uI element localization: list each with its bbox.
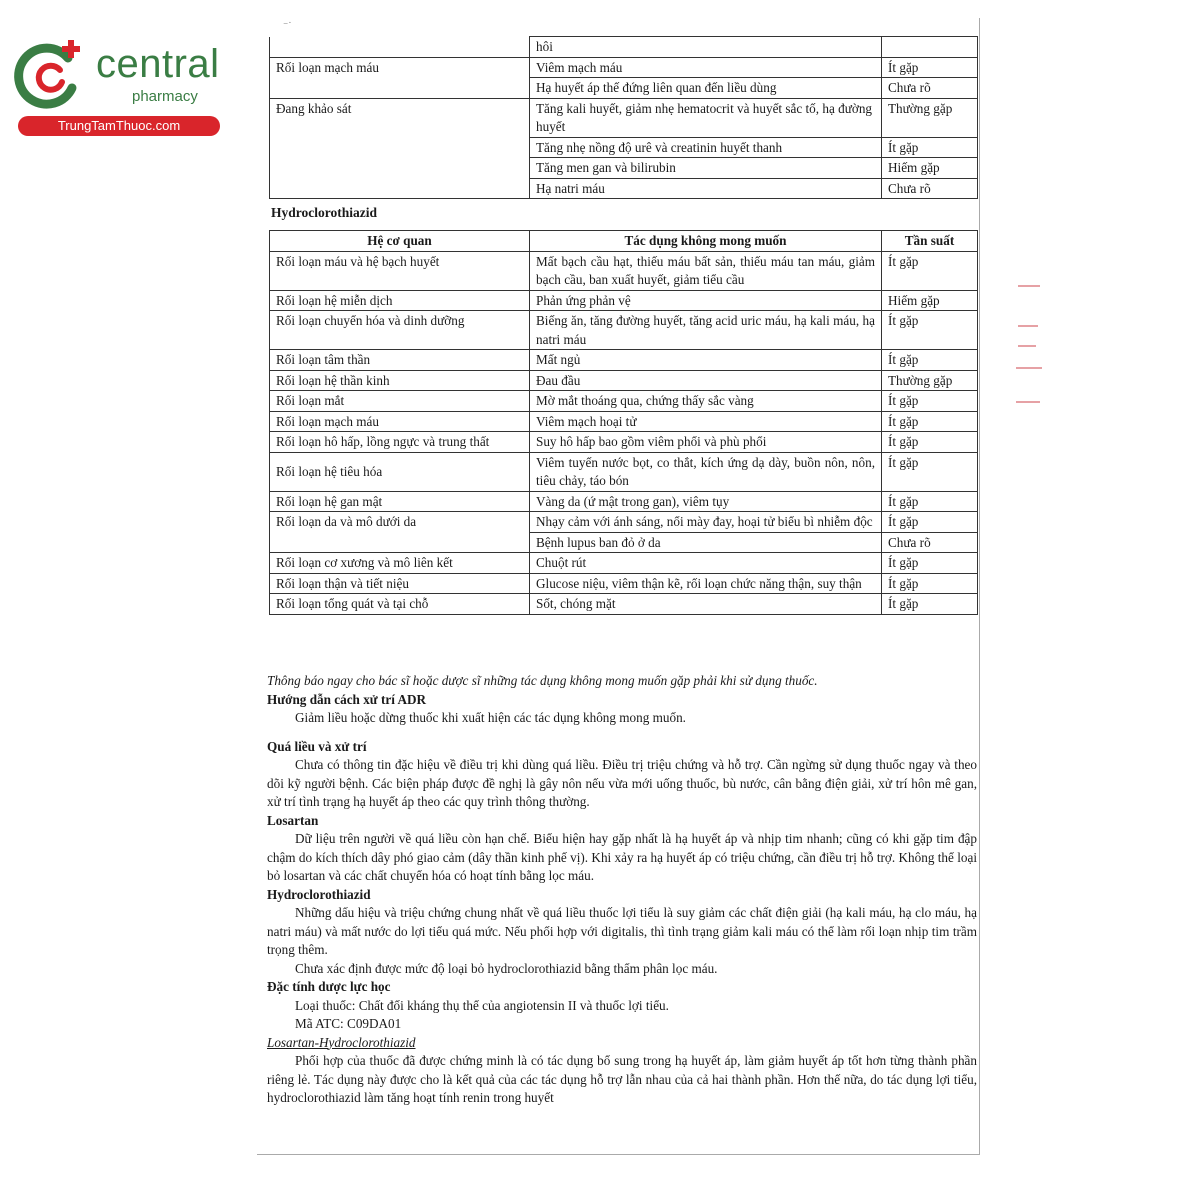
paragraph-overdose: Chưa có thông tin đặc hiệu về điều trị khi dùng quá liều. Điều trị triệu chứng và hỗ trợ. Cần ngừng sử dụng thuốc ngay và theo dõi kỹ người bệnh. Các biện pháp được đề nghị là gây nôn nếu vừa mới uống thuốc, bù nước, cân bằng điện giải, xử trí hôn mê gan, xử trí tình trạng hạ huyết áp theo các quy trình thông thường. xyxy=(267,757,977,809)
adr-table-losartan-continued xyxy=(269,36,978,199)
heading-adr-management: Hướng dẫn cách xử trí ADR xyxy=(267,691,427,707)
column-header-effect: Tác dụng không mong muốn xyxy=(530,231,882,252)
logo-sub-text: pharmacy xyxy=(132,88,198,105)
effect-cell: Mất bạch cầu hạt, thiếu máu bất sản, thiếu máu tan máu, giảm bạch cầu, ban xuất huyết, giảm tiểu cầu xyxy=(530,251,882,290)
table-row xyxy=(270,594,978,615)
effect-cell: Viêm mạch hoại tử xyxy=(530,411,882,432)
brand-logo xyxy=(10,36,220,136)
paragraph-combination: Phối hợp của thuốc đã được chứng minh là có tác dụng bổ sung trong hạ huyết áp, làm giảm huyết áp tốt hơn từng thành phần riêng lẻ. Tác dụng này được cho là kết quả của các tác dụng hỗ trợ lẫn nhau của cả hai thành phần. Hơn thế nữa, do tác dụng lợi tiểu, hydroclorothiazid làm tăng hoạt tính renin trong huyết xyxy=(267,1053,977,1105)
table-row xyxy=(270,350,978,371)
frequency-cell: Thường gặp xyxy=(882,370,978,391)
paragraph-hydro-overdose-2: Chưa xác định được mức độ loại bỏ hydroclorothiazid bằng thẩm phân lọc máu. xyxy=(295,960,718,976)
organ-cell xyxy=(270,37,530,58)
organ-cell: Rối loạn cơ xương và mô liên kết xyxy=(270,553,530,574)
frequency-cell: Ít gặp xyxy=(882,251,978,290)
effect-cell: Phản ứng phản vệ xyxy=(530,290,882,311)
column-header-frequency: Tần suất xyxy=(882,231,978,252)
effect-cell: Tăng kali huyết, giảm nhẹ hematocrit và huyết sắc tố, hạ đường huyết xyxy=(530,98,882,137)
paragraph-hydro-overdose-1: Những dấu hiệu và triệu chứng chung nhất về quá liều thuốc lợi tiểu là suy giảm các chất điện giải (hạ kali máu, hạ clo máu, hạ natri máu) và mất nước do lợi tiểu quá mức. Nếu phối hợp với digitalis, thì tình trạng giảm kali máu có thể làm rối loạn nhịp tim trầm trọng thêm. xyxy=(267,905,977,957)
organ-cell: Rối loạn hệ gan mật xyxy=(270,491,530,512)
effect-cell: Bệnh lupus ban đỏ ở da xyxy=(530,532,882,553)
table-row xyxy=(270,411,978,432)
table-row xyxy=(270,573,978,594)
frequency-cell: Chưa rõ xyxy=(882,532,978,553)
effect-cell: Viêm mạch máu xyxy=(530,57,882,78)
organ-cell: Rối loạn hệ miễn dịch xyxy=(270,290,530,311)
frequency-cell: Ít gặp xyxy=(882,311,978,350)
table-row xyxy=(270,290,978,311)
adr-table-hydroclorothiazid xyxy=(269,230,978,615)
effect-cell: Tăng men gan và bilirubin xyxy=(530,158,882,179)
effect-cell: Biếng ăn, tăng đường huyết, tăng acid uric máu, hạ kali máu, hạ natri máu xyxy=(530,311,882,350)
table-row xyxy=(270,553,978,574)
organ-cell: Rối loạn tổng quát và tại chỗ xyxy=(270,594,530,615)
table-row xyxy=(270,452,978,491)
central-pharmacy-logo-icon xyxy=(10,36,90,116)
frequency-cell xyxy=(882,37,978,58)
frequency-cell: Hiếm gặp xyxy=(882,290,978,311)
table-row xyxy=(270,98,978,137)
scan-corner-mark: ⁻˙ xyxy=(283,21,292,32)
effect-cell: Viêm tuyến nước bọt, co thắt, kích ứng dạ dày, buồn nôn, nôn, tiêu chảy, táo bón xyxy=(530,452,882,491)
effect-cell: Nhạy cảm với ánh sáng, nổi mày đay, hoại tử biểu bì nhiễm độc xyxy=(530,512,882,533)
frequency-cell: Chưa rõ xyxy=(882,178,978,199)
paragraph-atc-code: Mã ATC: C09DA01 xyxy=(295,1016,402,1031)
effect-cell: Mất ngủ xyxy=(530,350,882,371)
section-heading-hydroclorothiazid: Hydroclorothiazid xyxy=(271,205,378,220)
frequency-cell: Ít gặp xyxy=(882,491,978,512)
organ-cell: Rối loạn mắt xyxy=(270,391,530,412)
frequency-cell: Ít gặp xyxy=(882,594,978,615)
effect-cell: hôi xyxy=(530,37,882,58)
organ-cell: Rối loạn hệ thần kinh xyxy=(270,370,530,391)
paragraph-drug-class: Loại thuốc: Chất đối kháng thụ thể của angiotensin II và thuốc lợi tiểu. xyxy=(295,997,669,1013)
effect-cell: Tăng nhẹ nồng độ urê và creatinin huyết thanh xyxy=(530,137,882,158)
effect-cell: Suy hô hấp bao gồm viêm phổi và phù phổi xyxy=(530,432,882,453)
table-row xyxy=(270,311,978,350)
effect-cell: Đau đầu xyxy=(530,370,882,391)
frequency-cell: Ít gặp xyxy=(882,512,978,533)
effect-cell: Chuột rút xyxy=(530,553,882,574)
organ-cell: Rối loạn thận và tiết niệu xyxy=(270,573,530,594)
organ-cell: Rối loạn da và mô dưới da xyxy=(270,512,530,553)
table-row xyxy=(270,391,978,412)
frequency-cell: Ít gặp xyxy=(882,391,978,412)
frequency-cell: Ít gặp xyxy=(882,57,978,78)
effect-cell: Hạ huyết áp thế đứng liên quan đến liều dùng xyxy=(530,78,882,99)
red-stamp-fragment xyxy=(1010,280,1050,420)
frequency-cell: Ít gặp xyxy=(882,573,978,594)
table-row xyxy=(270,37,978,58)
logo-url-badge: TrungTamThuoc.com xyxy=(18,116,220,136)
effect-cell: Hạ natri máu xyxy=(530,178,882,199)
effect-cell: Glucose niệu, viêm thận kẽ, rối loạn chức năng thận, suy thận xyxy=(530,573,882,594)
document-body xyxy=(267,672,977,1108)
frequency-cell: Ít gặp xyxy=(882,350,978,371)
frequency-cell: Ít gặp xyxy=(882,411,978,432)
effect-cell: Mờ mắt thoáng qua, chứng thấy sắc vàng xyxy=(530,391,882,412)
frequency-cell: Ít gặp xyxy=(882,452,978,491)
table-row xyxy=(270,57,978,78)
heading-hydroclorothiazid: Hydroclorothiazid xyxy=(267,886,371,902)
logo-brand-text: central xyxy=(96,42,220,86)
frequency-cell: Thường gặp xyxy=(882,98,978,137)
heading-losartan: Losartan xyxy=(267,812,319,828)
table-row xyxy=(270,370,978,391)
table-row xyxy=(270,251,978,290)
organ-cell: Rối loạn tâm thần xyxy=(270,350,530,371)
document-page xyxy=(257,18,980,1155)
organ-cell: Rối loạn chuyển hóa và dinh dưỡng xyxy=(270,311,530,350)
effect-cell: Vàng da (ứ mật trong gan), viêm tụy xyxy=(530,491,882,512)
organ-cell: Rối loạn hô hấp, lồng ngực và trung thất xyxy=(270,432,530,453)
paragraph-adr-management: Giảm liều hoặc dừng thuốc khi xuất hiện các tác dụng không mong muốn. xyxy=(295,710,686,725)
table-row xyxy=(270,432,978,453)
frequency-cell: Ít gặp xyxy=(882,553,978,574)
adr-notice: Thông báo ngay cho bác sĩ hoặc dược sĩ những tác dụng không mong muốn gặp phải khi sử dụng thuốc. xyxy=(267,673,818,688)
frequency-cell: Chưa rõ xyxy=(882,78,978,99)
stamp-fragment-icon xyxy=(1010,280,1050,420)
organ-cell: Rối loạn hệ tiêu hóa xyxy=(270,452,530,491)
organ-cell: Rối loạn mạch máu xyxy=(270,411,530,432)
heading-losartan-hydroclorothiazid: Losartan-Hydroclorothiazid xyxy=(267,1034,416,1050)
table-row xyxy=(270,512,978,533)
organ-cell: Đang khảo sát xyxy=(270,98,530,199)
frequency-cell: Ít gặp xyxy=(882,137,978,158)
organ-cell: Rối loạn máu và hệ bạch huyết xyxy=(270,251,530,290)
paragraph-losartan-overdose: Dữ liệu trên người về quá liều còn hạn chế. Biểu hiện hay gặp nhất là hạ huyết áp và nhịp tim nhanh; cũng có khi gặp tim đập chậm do kích thích dây phó giao cảm (dây thần kinh phế vị). Khi xảy ra hạ huyết áp có triệu chứng, cần điều trị hỗ trợ. Không thể loại bỏ losartan và các chất chuyển hóa có hoạt tính bằng lọc máu. xyxy=(267,831,977,883)
effect-cell: Sốt, chóng mặt xyxy=(530,594,882,615)
column-header-organ: Hệ cơ quan xyxy=(270,231,530,252)
frequency-cell: Hiếm gặp xyxy=(882,158,978,179)
table-header-row xyxy=(270,231,978,252)
heading-pharmacodynamics: Đặc tính dược lực học xyxy=(267,979,391,994)
organ-cell: Rối loạn mạch máu xyxy=(270,57,530,98)
frequency-cell: Ít gặp xyxy=(882,432,978,453)
heading-overdose: Quá liều và xử trí xyxy=(267,738,367,754)
table-row xyxy=(270,491,978,512)
